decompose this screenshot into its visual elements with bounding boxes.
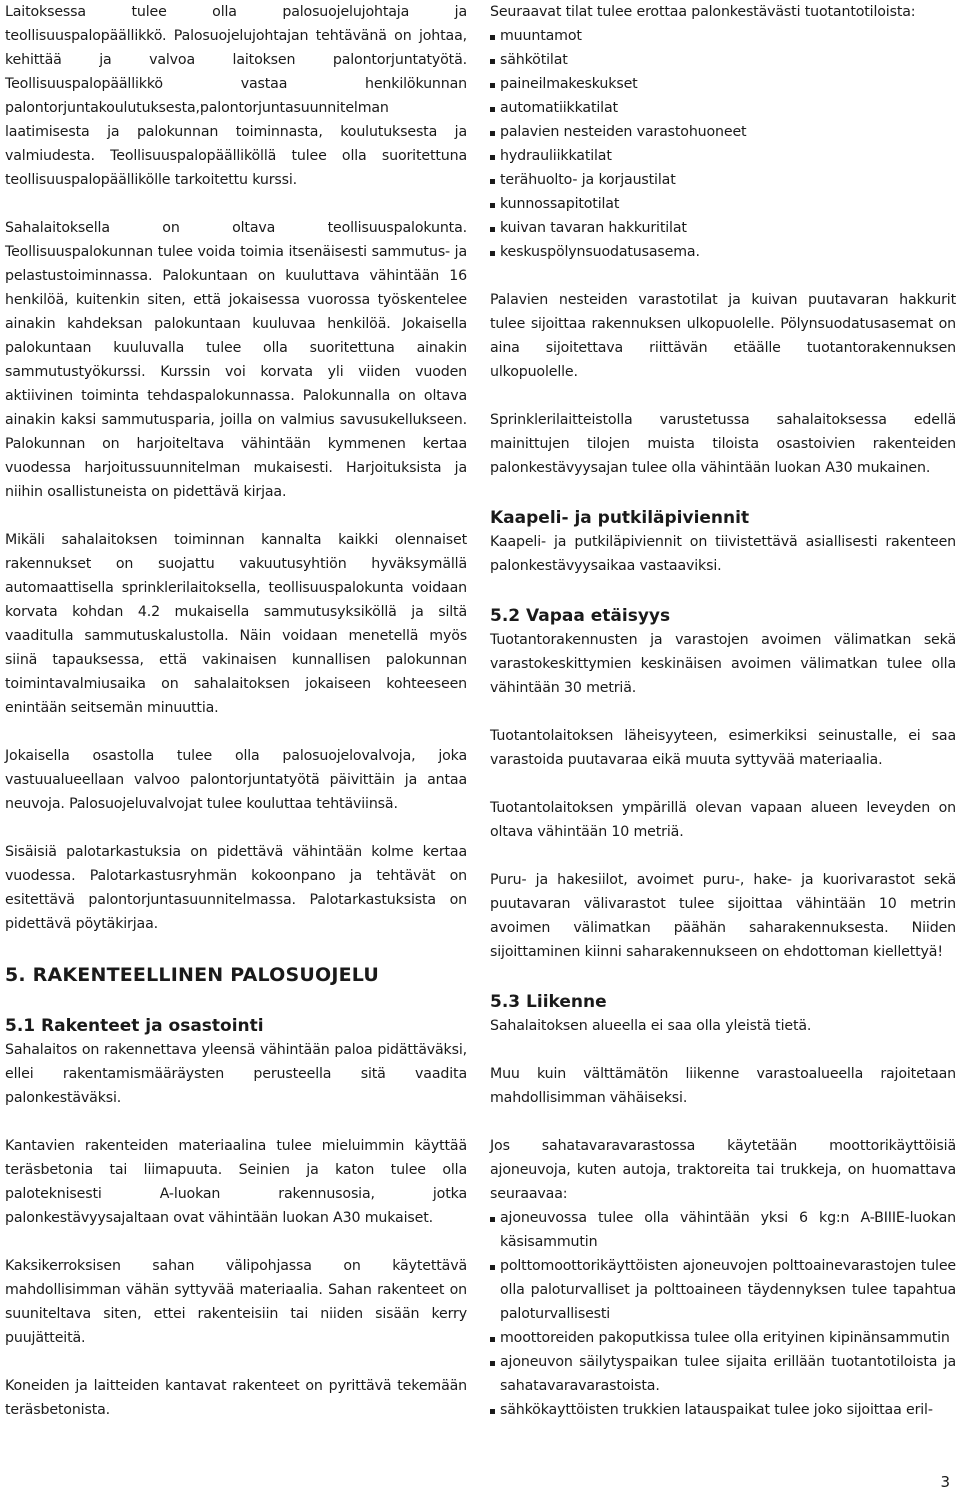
section-heading: 5. RAKENTEELLINEN PALOSUOJELU <box>5 964 380 986</box>
page-number: 3 <box>940 1473 950 1491</box>
list-item: ajoneuvon säilytyspaikan tulee sijaita erillään tuotantotiloista ja sahatavaravarastoista. <box>490 1350 956 1398</box>
paragraph-fire-chief: Laitoksessa tulee olla palosuojelujohtaja ja teollisuuspalopäällikkö. Palosuojelujohtajan tehtävänä on johtaa, kehittää ja valvoa laitoksen palontorjuntatyötä. Teollisuuspalopäällikkö vastaa henkilökunnan palontorjuntakoulutuksesta,palontorjuntasuunnitelman laatimisesta ja palokunnan toiminnasta, koulutuksesta ja valmiudesta. Teollisuuspalopäälliköllä tulee olla suoritettuna teollisuuspalopäällikölle tarkoitettu kurssi. <box>5 4 467 188</box>
subsection-heading-free-distance: 5.2 Vapaa etäisyys <box>490 606 671 626</box>
paragraph-inspections: Sisäisiä palotarkastuksia on pidettävä vähintään kolme kertaa vuodessa. Palotarkastusryhmän kokoonpano ja tehtävät on esitettävä palontorjuntasuunnitelmassa. Palotarkastuksista on pidettävä pöytäkirjaa. <box>5 844 467 932</box>
paragraph-silos: Puru- ja hakesiilot, avoimet puru-, hake- ja kuorivarastot sekä puutavaran välivarastot tulee sijoittaa vähintään 10 metrin avoimen välimatkan päähän saharakennuksesta. Niiden sijoittaminen kiinni saharakennukseen on ehdottoman kiellettyä! <box>490 872 956 960</box>
paragraph-building-class: Sahalaitos on rakennettava yleensä vähintään paloa pidättäväksi, ellei rakentamismääräysten perusteella sitä vaadita palonkestäväksi. <box>5 1042 467 1106</box>
list-item: automatiikkatilat <box>490 96 956 120</box>
paragraph-no-public-road: Sahalaitoksen alueella ei saa olla yleistä tietä. <box>490 1018 812 1034</box>
separated-spaces-list <box>490 24 956 264</box>
paragraph-cable-penetrations: Kaapeli- ja putkiläpiviennit on tiivistettävä asiallisesti rakenteen palonkestävyysaikaa vastaaviksi. <box>490 534 956 574</box>
list-item: polttomoottorikäyttöisten ajoneuvojen polttoainevarastojen tulee olla paloturvalliset ja polttoaineen täydennyksen tulee tapahtua paloturvallisesti <box>490 1254 956 1326</box>
paragraph-limit-traffic: Muu kuin välttämätön liikenne varastoalueella rajoitetaan mahdollisimman vähäiseksi. <box>490 1066 956 1106</box>
list-item: hydrauliikkatilat <box>490 144 956 168</box>
paragraph-no-storage-near: Tuotantolaitoksen läheisyyteen, esimerkiksi seinustalle, ei saa varastoida puutavaraa eikä muuta syttyvää materiaalia. <box>490 728 956 768</box>
list-item: kunnossapitotilat <box>490 192 956 216</box>
subsection-heading-traffic: 5.3 Liikenne <box>490 992 607 1012</box>
list-item: sähkökayttöisten trukkien latauspaikat tulee joko sijoittaa eril- <box>490 1398 956 1422</box>
list-item: palavien nesteiden varastohuoneet <box>490 120 956 144</box>
list-item: kuivan tavaran hakkuritilat <box>490 216 956 240</box>
paragraph-materials: Kantavien rakenteiden materiaalina tulee mieluimmin käyttää teräsbetonia tai liimapuuta. Seinien ja katon tulee olla paloteknisesti A-luokan rakennusosia, jotka palonkestävyysajaltaan ovat vähintään luokan A30 mukaiset. <box>5 1138 467 1226</box>
list-item: paineilmakeskukset <box>490 72 956 96</box>
paragraph-sprinkler-exception: Mikäli sahalaitoksen toiminnan kannalta kaikki olennaiset rakennukset on suojattu vakuutusyhtiön hyväksymällä automaattisella sprinklerilaitoksella, teollisuuspalokunta voidaan korvata kohdan 4.2 mukaisella sammutusyksiköllä ja siltä vaaditulla sammutuskalustolla. Näin voidaan menetellä myös siinä tapauksessa, että vakinaisen kunnallisen palokunnan toimintavalmiusaika on sahalaitoksen jokaiseen kohteeseen enintään seitsemän minuuttia. <box>5 532 467 716</box>
paragraph-vehicles-intro: Jos sahatavaravarastossa käytetään moottorikäyttöisiä ajoneuvoja, kuten autoja, traktoreita tai trukkeja, on huomattava seuraavaa: <box>490 1138 956 1202</box>
list-item: sähkötilat <box>490 48 956 72</box>
paragraph-outdoor-placement: Palavien nesteiden varastotilat ja kuivan puutavaran hakkurit tulee sijoittaa rakennuksen ulkopuolelle. Pölynsuodatusasemat on aina sijoitettava riittävän etäälle tuotantorakennuksen ulkopuolelle. <box>490 292 956 380</box>
list-item: ajoneuvossa tulee olla vähintään yksi 6 kg:n A-BIIIE-luokan käsisammutin <box>490 1206 956 1254</box>
paragraph-department-supervisor: Jokaisella osastolla tulee olla palosuojelovalvoja, joka vastuualueellaan valvoo palontorjuntatyötä päivittäin ja antaa neuvoja. Palosuojeluvalvojat tulee kouluttaa tehtäviinsä. <box>5 748 467 812</box>
vehicle-rules-list <box>490 1206 956 1422</box>
right-column <box>490 0 956 1422</box>
heading-cable-penetrations: Kaapeli- ja putkiläpiviennit <box>490 508 750 528</box>
list-item: keskuspölynsuodatusasema. <box>490 240 956 264</box>
paragraph-separated-spaces-intro: Seuraavat tilat tulee erottaa palonkestävästi tuotantotiloista: <box>490 4 916 20</box>
paragraph-machine-structures: Koneiden ja laitteiden kantavat rakenteet on pyrittävä tekemään teräsbetonista. <box>5 1378 467 1418</box>
paragraph-fire-brigade: Sahalaitoksella on oltava teollisuuspalokunta. Teollisuuspalokunnan tulee voida toimia itsenäisesti sammutus- ja pelastustoiminnassa. Palokuntaan on kuuluttava vähintään 16 henkilöä, kuitenkin siten, että jokaisessa vuorossa työskentelee ainakin kahdeksan palokuntaan kuuluvaa henkilöä. Jokaisella palokuntaan kuuluvalla tulee olla suoritettuna ainakin sammutustyökurssi. Kurssin voi korvata yli viiden vuoden aktiivinen toiminta tehdaspalokunnassa. Palokunnalla on oltava ainakin kaksi sammutusparia, joilla on valmius savusukellukseen. Palokunnan on harjoiteltava vähintään kymmenen kertaa vuodessa harjoitussuunnitelman mukaisesti. Harjoituksista ja niihin osallistuneista on pidettävä kirjaa. <box>5 220 467 500</box>
list-item: terähuolto- ja korjaustilat <box>490 168 956 192</box>
list-item: muuntamot <box>490 24 956 48</box>
subsection-heading-structures: 5.1 Rakenteet ja osastointi <box>5 1016 264 1036</box>
paragraph-sprinkler-compartments: Sprinklerilaitteistolla varustetussa sahalaitoksessa edellä mainittujen tilojen muista tiloista osastoivien rakenteiden palonkestävyysajan tulee olla vähintään luokan A30 mukainen. <box>490 412 956 476</box>
left-column <box>5 0 467 1422</box>
paragraph-distance-10m: Tuotantolaitoksen ympärillä olevan vapaan alueen leveyden on oltava vähintään 10 metriä. <box>490 800 956 840</box>
paragraph-distance-30m: Tuotantorakennusten ja varastojen avoimen välimatkan sekä varastokeskittymien keskinäisen avoimen välimatkan tulee olla vähintään 30 metriä. <box>490 632 956 696</box>
list-item: moottoreiden pakoputkissa tulee olla erityinen kipinänsammutin <box>490 1326 956 1350</box>
paragraph-floor-structures: Kaksikerroksisen sahan välipohjassa on käytettävä mahdollisimman vähän syttyvää materiaalia. Sahan rakenteet on suuniteltava siten, ettei rakenteisiin tai niiden sisään kerry puujätteitä. <box>5 1258 467 1346</box>
